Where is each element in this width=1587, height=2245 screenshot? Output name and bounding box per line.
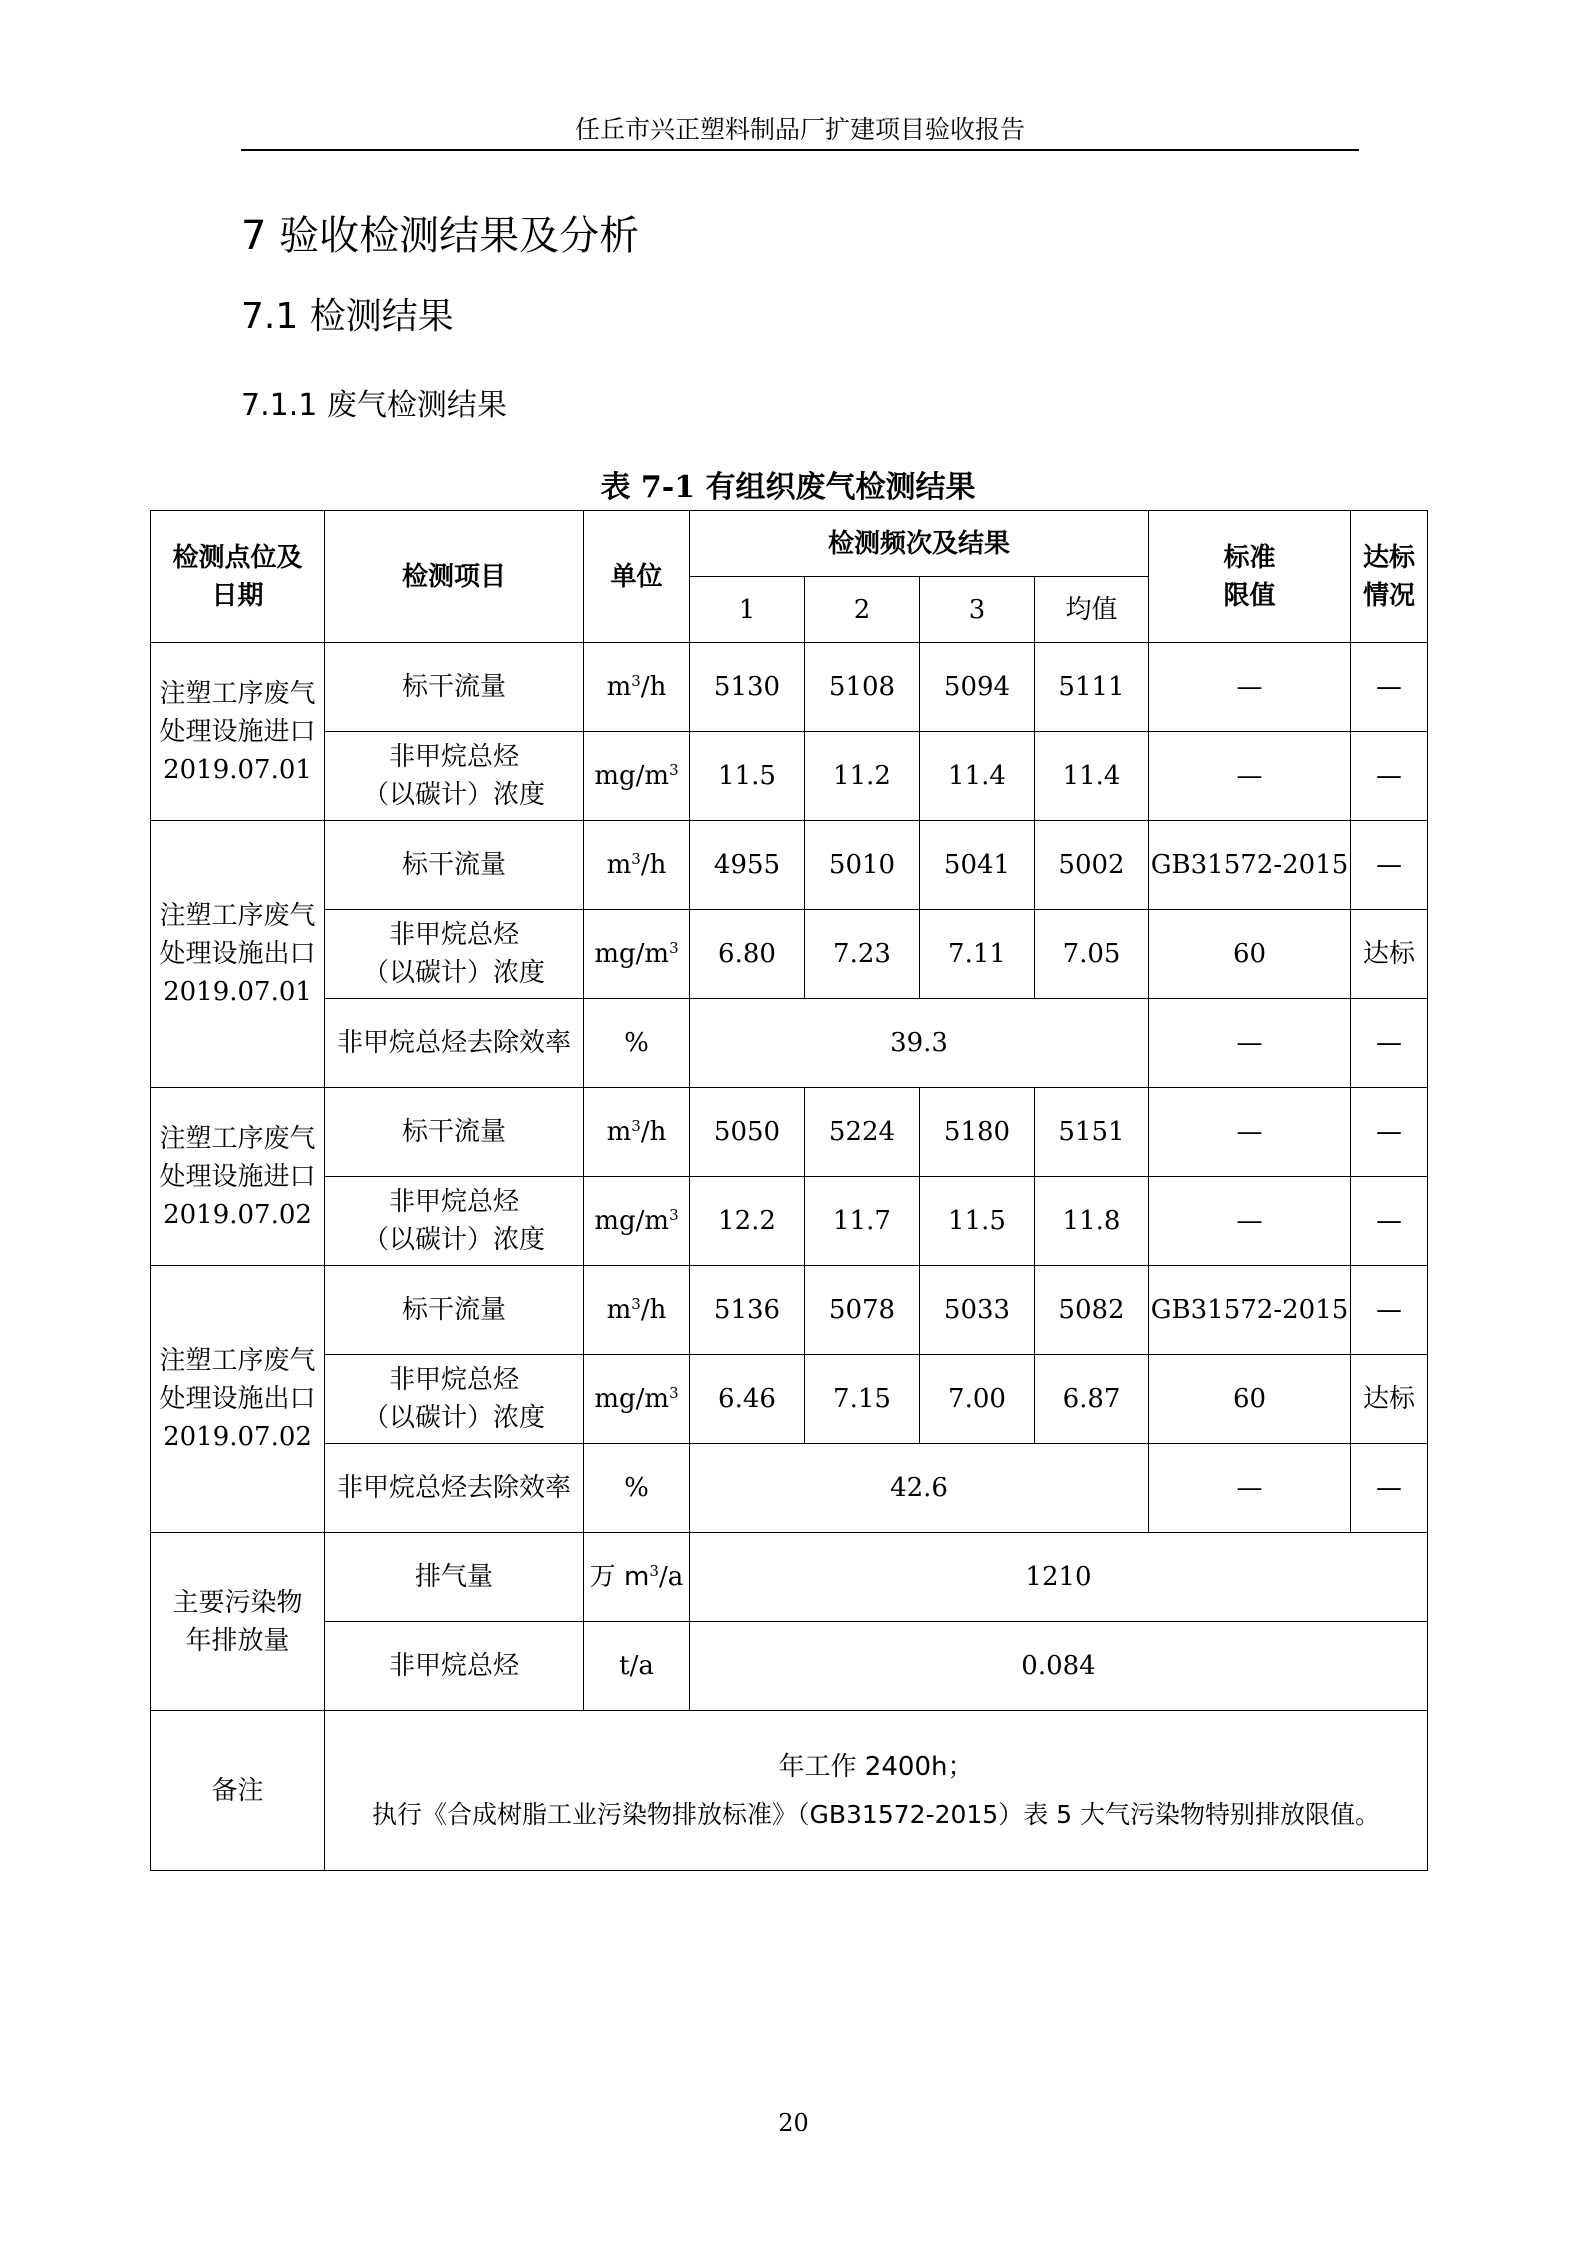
value-cell: 5010 [805,821,920,910]
running-header: 任丘市兴正塑料制品厂扩建项目验收报告 [574,115,1025,144]
compliance-cell: 达标 [1351,910,1428,999]
chapter-heading: 7 验收检测结果及分析 [241,213,640,259]
notes-line-1: 年工作 2400h； [778,1751,974,1782]
value-cell: 5151 [1035,1088,1149,1177]
value-cell: 5041 [920,821,1035,910]
value-cell: 7.23 [805,910,920,999]
standard-cell: — [1149,732,1351,821]
notes-line-2: 执行《合成树脂工业污染物排放标准》（GB31572-2015）表 5 大气污染物特别排放限值。 [372,1799,1380,1829]
notes-label: 备注 [151,1711,325,1871]
header-run-2: 2 [805,577,920,643]
unit-m3h: $m^3/h$ [584,821,690,910]
efficiency-value: 42.6 [690,1444,1149,1533]
value-cell: 5002 [1035,821,1149,910]
value-cell: 4955 [690,821,805,910]
standard-cell: — [1149,999,1351,1088]
location-cell: 注塑工序废气 处理设施出口 2019.07.02 [151,1266,325,1533]
item-nmhc: 非甲烷总烃 （以碳计）浓度 [325,732,584,821]
header-compliance: 达标情况 [1351,511,1428,643]
annual-exhaust-value: 1210 [690,1533,1428,1622]
unit-wan-m3a: 万 $m^3/a$ [584,1533,690,1622]
notes-row [151,1711,1428,1871]
standard-cell: — [1149,1177,1351,1266]
efficiency-value: 39.3 [690,999,1149,1088]
compliance-cell: — [1351,821,1428,910]
table-row [151,643,1428,732]
value-cell: 6.87 [1035,1355,1149,1444]
table-row [151,821,1428,910]
value-cell: 6.46 [690,1355,805,1444]
standard-cell: GB31572-2015 [1149,821,1351,910]
value-cell: 6.80 [690,910,805,999]
unit-ta: t/a [584,1622,690,1711]
unit-mg: $mg/m^3$ [584,1177,690,1266]
table-row [151,910,1428,999]
location-cell: 注塑工序废气 处理设施进口 2019.07.02 [151,1088,325,1266]
header-standard: 标准限值 [1149,511,1351,643]
value-cell: 7.05 [1035,910,1149,999]
unit-percent: % [584,1444,690,1533]
value-cell: 11.4 [920,732,1035,821]
table-header-row [151,511,1428,577]
value-cell: 7.11 [920,910,1035,999]
value-cell: 11.2 [805,732,920,821]
table-row [151,1177,1428,1266]
item-nmhc: 非甲烷总烃 （以碳计）浓度 [325,1355,584,1444]
table-caption: 表 7-1 有组织废气检测结果 [600,470,976,505]
unit-m3h: $m^3/h$ [584,1266,690,1355]
header-frequency: 检测频次及结果 [690,511,1149,577]
exhaust-gas-results-table [150,510,1428,1871]
table-row [151,1088,1428,1177]
unit-mg: $mg/m^3$ [584,732,690,821]
compliance-cell: — [1351,1177,1428,1266]
value-cell: 5130 [690,643,805,732]
item-nmhc: 非甲烷总烃 （以碳计）浓度 [325,910,584,999]
value-cell: 5108 [805,643,920,732]
unit-m3h: $m^3/h$ [584,1088,690,1177]
compliance-cell: — [1351,1088,1428,1177]
item-efficiency: 非甲烷总烃去除效率 [325,999,584,1088]
location-cell: 注塑工序废气 处理设施进口 2019.07.01 [151,643,325,821]
compliance-cell: — [1351,1266,1428,1355]
compliance-cell: 达标 [1351,1355,1428,1444]
value-cell: 11.7 [805,1177,920,1266]
compliance-cell: — [1351,1444,1428,1533]
standard-cell: — [1149,1444,1351,1533]
value-cell: 5033 [920,1266,1035,1355]
page-number: 20 [778,2109,809,2137]
value-cell: 11.8 [1035,1177,1149,1266]
value-cell: 5111 [1035,643,1149,732]
standard-cell: 60 [1149,1355,1351,1444]
compliance-cell: — [1351,999,1428,1088]
table-row [151,1622,1428,1711]
item-flow: 标干流量 [325,643,584,732]
value-cell: 5224 [805,1088,920,1177]
notes-content [325,1711,1428,1871]
table-row [151,1355,1428,1444]
table-row [151,732,1428,821]
header-unit: 单位 [584,511,690,643]
subsection-heading: 7.1.1 废气检测结果 [241,388,507,423]
value-cell: 11.4 [1035,732,1149,821]
value-cell: 5180 [920,1088,1035,1177]
standard-cell: 60 [1149,910,1351,999]
item-flow: 标干流量 [325,1266,584,1355]
table-row [151,1266,1428,1355]
value-cell: 7.15 [805,1355,920,1444]
compliance-cell: — [1351,643,1428,732]
table-row [151,999,1428,1088]
value-cell: 5050 [690,1088,805,1177]
compliance-cell: — [1351,732,1428,821]
section-heading: 7.1 检测结果 [241,296,454,337]
value-cell: 7.00 [920,1355,1035,1444]
value-cell: 12.2 [690,1177,805,1266]
location-cell: 注塑工序废气 处理设施出口 2019.07.01 [151,821,325,1088]
value-cell: 5078 [805,1266,920,1355]
item-flow: 标干流量 [325,1088,584,1177]
header-location: 检测点位及日期 [151,511,325,643]
header-item: 检测项目 [325,511,584,643]
standard-cell: — [1149,1088,1351,1177]
unit-m3h: $m^3/h$ [584,643,690,732]
value-cell: 11.5 [920,1177,1035,1266]
value-cell: 5094 [920,643,1035,732]
table-row [151,1444,1428,1533]
header-average: 均值 [1035,577,1149,643]
value-cell: 11.5 [690,732,805,821]
unit-percent: % [584,999,690,1088]
standard-cell: — [1149,643,1351,732]
unit-mg: $mg/m^3$ [584,1355,690,1444]
table-row [151,1533,1428,1622]
item-flow: 标干流量 [325,821,584,910]
item-exhaust: 排气量 [325,1533,584,1622]
standard-cell: GB31572-2015 [1149,1266,1351,1355]
header-rule [241,149,1359,151]
unit-mg: $mg/m^3$ [584,910,690,999]
header-run-3: 3 [920,577,1035,643]
header-run-1: 1 [690,577,805,643]
item-efficiency: 非甲烷总烃去除效率 [325,1444,584,1533]
value-cell: 5082 [1035,1266,1149,1355]
annual-label-cell: 主要污染物 年排放量 [151,1533,325,1711]
value-cell: 5136 [690,1266,805,1355]
item-nmhc-annual: 非甲烷总烃 [325,1622,584,1711]
annual-nmhc-value: 0.084 [690,1622,1428,1711]
item-nmhc: 非甲烷总烃 （以碳计）浓度 [325,1177,584,1266]
